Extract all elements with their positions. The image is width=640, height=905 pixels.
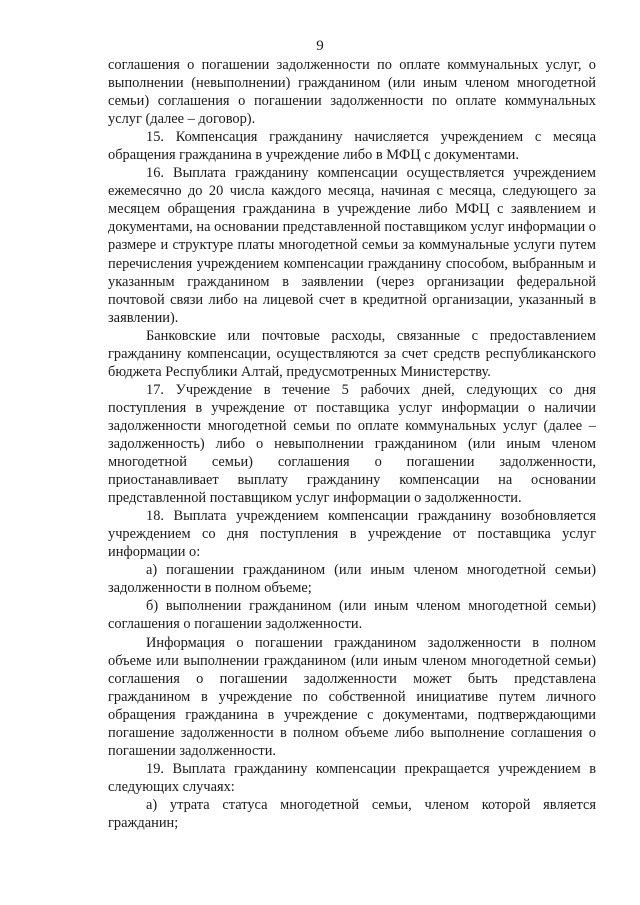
paragraph-item-18-a: а) погашении гражданином (или иным членом многодетной семьи) задолженности в полном объеме; xyxy=(108,562,596,597)
paragraph-item-19: 19. Выплата гражданину компенсации прекращается учреждением в следующих случаях: xyxy=(108,760,596,795)
paragraph-item-16: 16. Выплата гражданину компенсации осуществляется учреждением ежемесячно до 20 числа каждого месяца, начиная с месяца, следующего за месяцем обращения гражданина в учреждение либо МФЦ с заявлением и документами, на основании представленной поставщиком услуг информации о размере и структуре платы многодетной семьи за коммунальные услуги путем перечисления учреждением компенсации гражданину способом, выбранным и указанным гражданином в заявлении (через организации федеральной почтовой связи либо на лицевой счет в кредитной организации, указанный в заявлении). xyxy=(108,165,596,326)
paragraph-bank-expenses: Банковские или почтовые расходы, связанные с предоставлением гражданину компенсации, осуществляются за счет средств республиканского бюджета Республики Алтай, предусмотренных Министерству. xyxy=(108,327,596,380)
paragraph-item-18: 18. Выплата учреждением компенсации гражданину возобновляется учреждением со дня поступления в учреждение от поставщика услуг информации о: xyxy=(108,508,596,561)
paragraph-item-19-a: а) утрата статуса многодетной семьи, членом которой является гражданин; xyxy=(108,796,596,831)
paragraph-continuation: соглашения о погашении задолженности по оплате коммунальных услуг, о выполнении (невыполнении) гражданином (или иным членом многодетной семьи) соглашения о погашении задолженности по оплате коммунальных услуг (далее – договор). xyxy=(108,57,596,128)
page-number: 9 xyxy=(316,38,324,54)
paragraph-item-18-b: б) выполнении гражданином (или иным членом многодетной семьи) соглашения о погашении задолженности. xyxy=(108,598,596,633)
paragraph-item-15: 15. Компенсация гражданину начисляется учреждением с месяца обращения гражданина в учреждение либо в МФЦ с документами. xyxy=(108,129,596,164)
document-body xyxy=(108,56,596,832)
paragraph-repayment-info: Информация о погашении гражданином задолженности в полном объеме или выполнении гражданином (или иным членом многодетной семьи) соглашения о погашении задолженности может быть представлена гражданином в учреждение по собственной инициативе путем личного обращения гражданина в учреждение с документами, подтверждающими погашение задолженности в полном объеме либо выполнение соглашения о погашении задолженности. xyxy=(108,634,596,759)
paragraph-item-17: 17. Учреждение в течение 5 рабочих дней, следующих со дня поступления в учреждение от поставщика услуг информации о наличии задолженности многодетной семьи по оплате коммунальных услуг (далее – задолженность) либо о невыполнении гражданином (или иным членом многодетной семьи) соглашения о погашении задолженности, приостанавливает выплату гражданину компенсации на основании представленной поставщиком услуг информации о задолженности. xyxy=(108,381,596,507)
